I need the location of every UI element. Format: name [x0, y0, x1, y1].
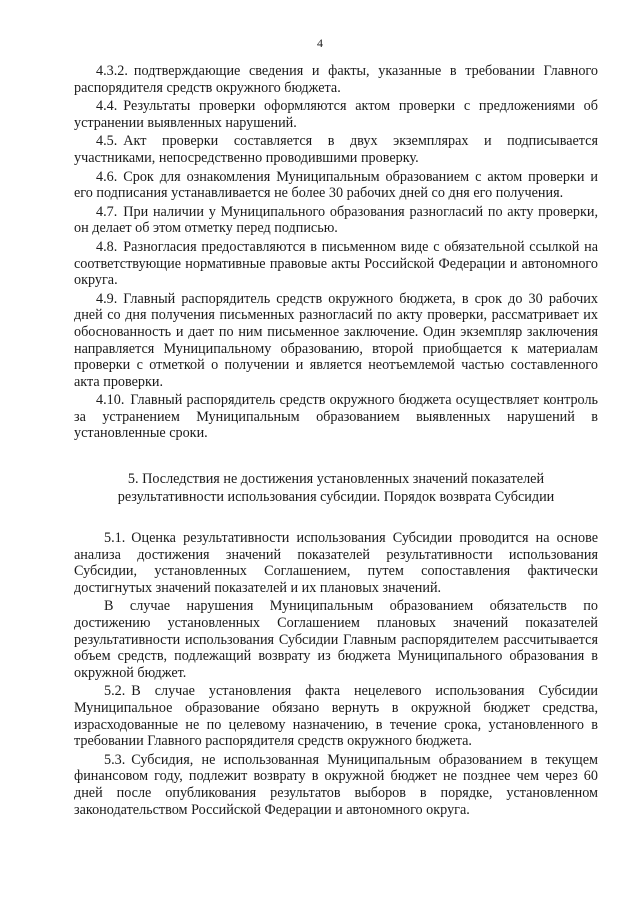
paragraph-text: В случае установления факта нецелевого использования Субсидии Муниципальное образование обязано вернуть в окружной бюджет средства, израсходованные не по целевому назначению, в течение срока, установленного в требовании Главного распорядителя средств окружного бюджета. — [74, 683, 598, 750]
paragraph-text: Субсидия, не использованная Муниципальным образованием в текущем финансовом году, подлежит возврату в окружной бюджет не позднее чем через 60 дней после опубликования результатов выборов в порядке, установленном законодательством Российской Федерации и автономного округа. — [74, 751, 598, 818]
paragraph-4-9 — [74, 291, 598, 391]
paragraph-4-6 — [74, 169, 598, 202]
paragraph-text: Оценка результативности использования Субсидии проводится на основе анализа достижения значений показателей результативности использования Субсидии, установленных Соглашением, путем сопоставления фактически достигнутых значений показателей и их плановых значений. — [74, 530, 598, 596]
paragraph-text: Разногласия предоставляются в письменном виде с обязательной ссылкой на соответствующие нормативные правовые акты Российской Федерации и автономного округа. — [74, 238, 598, 289]
paragraph-4-10 — [74, 392, 598, 442]
section-heading-line-1: 5. Последствия не достижения установленных значений показателей — [127, 471, 545, 488]
paragraph-number: 5.1. — [104, 530, 126, 547]
paragraph-text: Главный распорядитель средств окружного бюджета осуществляет контроль за устранением Муниципальным образованием выявленных нарушений в установленные сроки. — [74, 392, 598, 442]
paragraph-number: 5.2. — [104, 683, 126, 700]
document-body — [74, 63, 598, 820]
page-number: 4 — [317, 36, 323, 50]
section-heading-line-2: результативности использования субсидии. Порядок возврата Субсидии — [117, 489, 555, 506]
paragraph-text: подтверждающие сведения и факты, указанные в требовании Главного распорядителя средств окружного бюджета. — [74, 63, 598, 96]
paragraph-5-1 — [74, 530, 598, 596]
paragraph-text: При наличии у Муниципального образования разногласий по акту проверки, он делает об этом отметку перед подписью. — [74, 203, 598, 237]
paragraph-number: 4.10. — [96, 392, 125, 409]
paragraph-text: Акт проверки составляется в двух экземплярах и подписывается участниками, непосредственно проводившими проверку. — [74, 133, 598, 166]
paragraph-4-7 — [74, 204, 598, 237]
paragraph-number: 4.3.2. — [96, 63, 128, 79]
paragraph-number: 4.7. — [96, 203, 118, 220]
paragraph-4-4 — [74, 98, 598, 131]
paragraph-5-1-violation — [74, 598, 598, 681]
paragraph-4-3-2 — [74, 63, 598, 96]
paragraph-number: 4.5. — [96, 133, 118, 150]
paragraph-number: 4.8. — [96, 238, 118, 255]
section-heading — [74, 470, 598, 506]
paragraph-text: Главный распорядитель средств окружного бюджета, в срок до 30 рабочих дней со дня получения письменных разногласий по акту проверки, рассматривает их обоснованность и дает по ним письменное заключение. Один экземпляр заключения направляется Муниципальному образованию, второй приобщается к материалам проверки с отметкой о получении и является неотъемлемой частью составленного акта проверки. — [74, 290, 598, 390]
paragraph-text: Срок для ознакомления Муниципальным образованием с актом проверки и его подписания устанавливается не более 30 рабочих дней со дня его получения. — [74, 168, 598, 202]
paragraph-number: 4.9. — [96, 290, 118, 307]
paragraph-number: 5.3. — [104, 751, 126, 768]
paragraph-4-5 — [74, 133, 598, 166]
paragraph-4-8 — [74, 239, 598, 289]
paragraph-text: В случае нарушения Муниципальным образованием обязательств по достижению установленных Соглашением плановых значений показателей результативности использования Субсидии Главным распорядителем рассчитывается объем средств, подлежащий возврату из бюджета Муниципального образования в окружной бюджет. — [74, 598, 598, 681]
paragraph-5-3 — [74, 752, 598, 818]
paragraph-number: 4.6. — [96, 168, 118, 185]
paragraph-5-2 — [74, 683, 598, 749]
paragraph-number: 4.4. — [96, 98, 118, 115]
paragraph-text: Результаты проверки оформляются актом проверки с предложениями об устранении выявленных нарушений. — [74, 98, 598, 131]
